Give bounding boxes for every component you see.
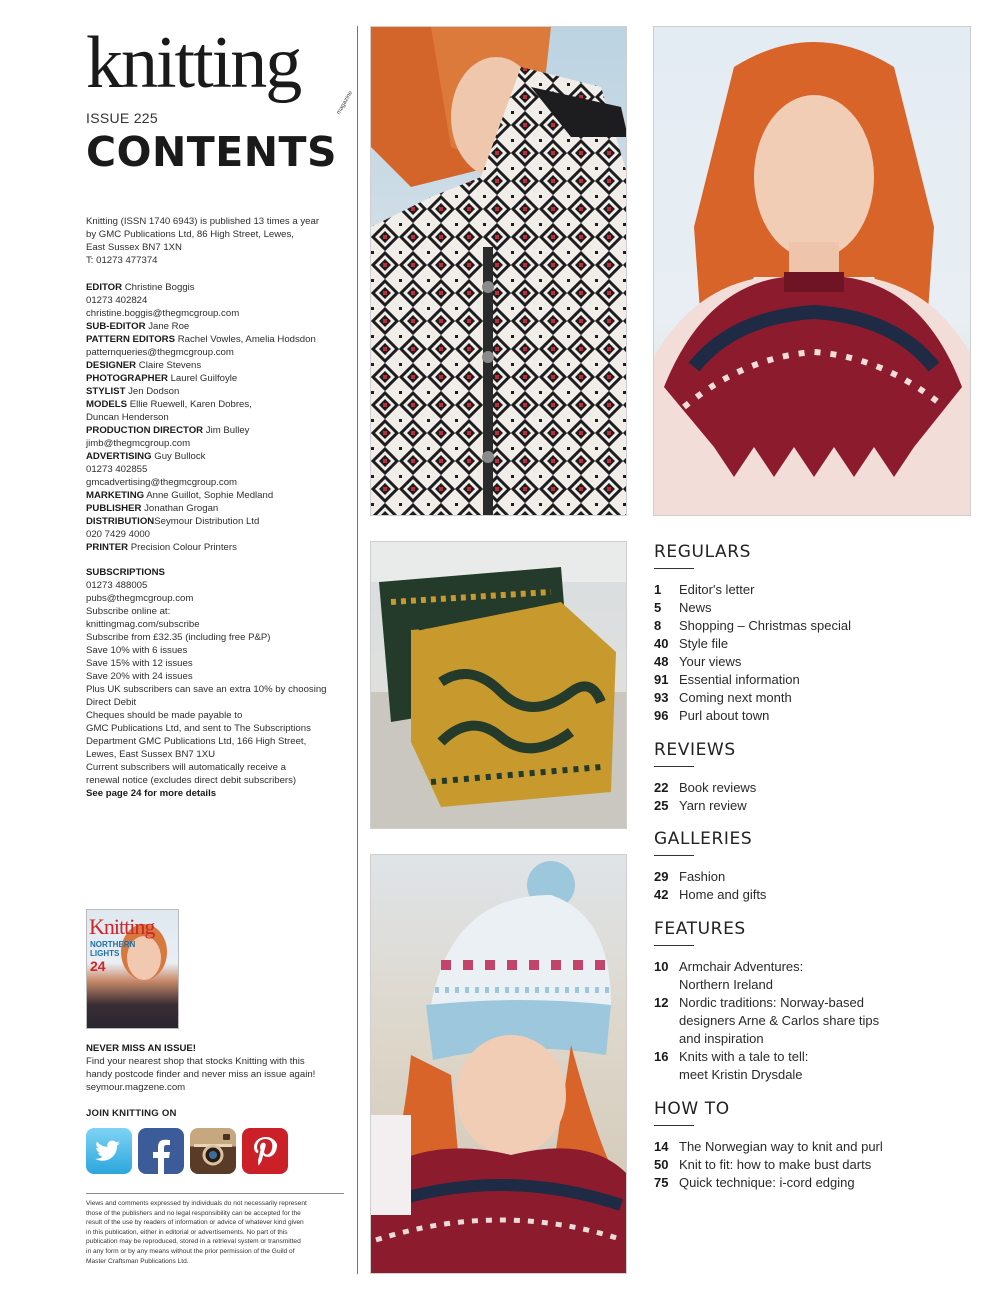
staff-role: PUBLISHER bbox=[86, 503, 142, 514]
toc-entry[interactable] bbox=[654, 868, 964, 886]
staff-role: DESIGNER bbox=[86, 360, 137, 371]
toc-section-regulars bbox=[654, 542, 964, 725]
subscriptions-line: Lewes, East Sussex BN7 1XU bbox=[86, 749, 216, 760]
staff-email[interactable]: christine.boggis@thegmcgroup.com bbox=[86, 308, 240, 319]
toc-page: 1 bbox=[654, 582, 662, 597]
staff-name: Guy Bullock bbox=[154, 451, 206, 462]
subscriptions bbox=[86, 566, 348, 800]
publisher-info-line: East Sussex BN7 1XN bbox=[86, 242, 182, 253]
disclaimer-divider bbox=[86, 1193, 344, 1194]
staff-row[interactable] bbox=[86, 476, 348, 489]
toc-section-how-to bbox=[654, 1099, 964, 1192]
toc-page: 5 bbox=[654, 600, 662, 615]
disclaimer-line: in this publication, either in editorial or advertisements. No part of this bbox=[86, 1228, 288, 1236]
staff-role: DISTRIBUTION bbox=[86, 516, 155, 527]
staff-role: PATTERN EDITORS bbox=[86, 334, 176, 345]
staff-list bbox=[86, 281, 348, 554]
publisher-info bbox=[86, 215, 348, 267]
subscriptions-line: Save 20% with 24 issues bbox=[86, 671, 193, 682]
photo-bobble-hat[interactable] bbox=[370, 854, 627, 1274]
staff-row bbox=[86, 528, 348, 541]
masthead-logo-mark: magazine bbox=[335, 90, 355, 116]
issue-number: ISSUE 225 bbox=[86, 110, 158, 126]
never-miss bbox=[86, 1042, 348, 1094]
staff-name: Christine Boggis bbox=[124, 282, 195, 293]
toc-page: 40 bbox=[654, 636, 669, 651]
section-heading: GALLERIES bbox=[654, 829, 753, 849]
staff-row bbox=[86, 385, 348, 398]
subscriptions-line: Direct Debit bbox=[86, 697, 137, 708]
section-heading: REVIEWS bbox=[654, 740, 736, 760]
staff-row bbox=[86, 541, 348, 554]
toc-title: Coming next month bbox=[679, 690, 792, 705]
section-heading: FEATURES bbox=[654, 919, 746, 939]
toc-entry[interactable] bbox=[654, 1138, 964, 1156]
toc-title: Yarn review bbox=[679, 798, 747, 813]
subscriptions-line: Save 15% with 12 issues bbox=[86, 658, 193, 669]
masthead bbox=[86, 22, 355, 176]
toc-entry[interactable] bbox=[654, 653, 964, 671]
toc-page: 93 bbox=[654, 690, 669, 705]
cover-headline-line: LIGHTS bbox=[90, 949, 120, 958]
toc-entry[interactable] bbox=[654, 599, 964, 617]
toc-page: 29 bbox=[654, 869, 669, 884]
staff-name: 01273 402824 bbox=[86, 295, 148, 306]
staff-name: Claire Stevens bbox=[138, 360, 202, 371]
toc-entry[interactable] bbox=[654, 635, 964, 653]
staff-name: Jonathan Grogan bbox=[144, 503, 219, 514]
toc-section-reviews bbox=[654, 740, 964, 815]
subscriptions-line: Cheques should be made payable to bbox=[86, 710, 243, 721]
column-divider bbox=[357, 26, 358, 1274]
never-miss-heading: NEVER MISS AN ISSUE! bbox=[86, 1043, 196, 1054]
toc-title: Purl about town bbox=[679, 708, 770, 723]
instagram-icon[interactable] bbox=[190, 1128, 236, 1174]
disclaimer bbox=[86, 1199, 348, 1266]
staff-role: PHOTOGRAPHER bbox=[86, 373, 168, 384]
cover-thumbnail[interactable] bbox=[86, 909, 179, 1029]
toc-page: 16 bbox=[654, 1049, 669, 1064]
staff-name: Jim Bulley bbox=[205, 425, 250, 436]
social-icons bbox=[86, 1128, 296, 1176]
toc-entry[interactable] bbox=[654, 994, 964, 1048]
subscriptions-more: See page 24 for more details bbox=[86, 788, 217, 799]
photo-fairisle-cardigan[interactable] bbox=[370, 26, 627, 516]
disclaimer-line: result of the use by readers of information or advice of whatever kind given bbox=[86, 1219, 304, 1227]
twitter-icon[interactable] bbox=[86, 1128, 132, 1174]
staff-row bbox=[86, 515, 348, 528]
disclaimer-line: Views and comments expressed by individuals do not necessarily represent bbox=[86, 1200, 307, 1207]
toc-entry[interactable] bbox=[654, 886, 964, 904]
staff-role: STYLIST bbox=[86, 386, 126, 397]
section-heading: REGULARS bbox=[654, 542, 752, 562]
subscriptions-line: renewal notice (excludes direct debit subscribers) bbox=[86, 775, 297, 786]
toc-title: Shopping – Christmas special bbox=[679, 618, 851, 633]
toc-title: Style file bbox=[679, 636, 729, 651]
never-miss-line: handy postcode finder and never miss an issue again! bbox=[86, 1069, 316, 1080]
toc-page: 12 bbox=[654, 995, 669, 1010]
never-miss-line: Find your nearest shop that stocks Knitting with this bbox=[86, 1056, 305, 1067]
staff-row bbox=[86, 333, 348, 346]
staff-name: Duncan Henderson bbox=[86, 412, 169, 423]
section-underline bbox=[654, 766, 694, 767]
staff-role: SUB-EDITOR bbox=[86, 321, 146, 332]
toc-section-features bbox=[654, 919, 964, 1084]
staff-row bbox=[86, 294, 348, 307]
staff-row bbox=[86, 450, 348, 463]
toc-section-galleries bbox=[654, 829, 964, 904]
staff-row bbox=[86, 398, 348, 411]
disclaimer-line: those of the publishers and no legal responsibility can be accepted for the bbox=[86, 1209, 301, 1217]
staff-name: Jane Roe bbox=[148, 321, 190, 332]
disclaimer-line: in any form or by any means without the prior permission of the Guild of bbox=[86, 1247, 295, 1255]
toc-entry[interactable] bbox=[654, 1174, 964, 1192]
section-underline bbox=[654, 855, 694, 856]
toc-page: 91 bbox=[654, 672, 669, 687]
section-underline bbox=[654, 568, 694, 569]
staff-name: Anne Guillot, Sophie Medland bbox=[146, 490, 274, 501]
toc-page: 42 bbox=[654, 887, 669, 902]
staff-row[interactable] bbox=[86, 307, 348, 320]
staff-row[interactable] bbox=[86, 437, 348, 450]
toc-title: Fashion bbox=[679, 869, 726, 884]
staff-role: PRINTER bbox=[86, 542, 129, 553]
subscriptions-email[interactable]: pubs@thegmcgroup.com bbox=[86, 593, 194, 604]
staff-row bbox=[86, 463, 348, 476]
toc-title: Armchair Adventures: Northern Ireland bbox=[679, 959, 804, 992]
facebook-icon[interactable] bbox=[138, 1128, 184, 1174]
pinterest-icon[interactable] bbox=[242, 1128, 288, 1174]
staff-email[interactable]: jimb@thegmcgroup.com bbox=[86, 438, 191, 449]
photo-yoke-sweater[interactable] bbox=[653, 26, 971, 516]
cover-headline bbox=[90, 940, 135, 958]
staff-row bbox=[86, 359, 348, 372]
toc-entry[interactable] bbox=[654, 671, 964, 689]
join-heading: JOIN KNITTING ON bbox=[86, 1108, 177, 1119]
subscriptions-heading: SUBSCRIPTIONS bbox=[86, 567, 165, 578]
toc-entry[interactable] bbox=[654, 617, 964, 635]
staff-row bbox=[86, 424, 348, 437]
publisher-info-line: Knitting (ISSN 1740 6943) is published 13 times a year bbox=[86, 216, 320, 227]
cover-logo: Knitting bbox=[89, 914, 155, 939]
staff-name: 020 7429 4000 bbox=[86, 529, 151, 540]
toc-page: 22 bbox=[654, 780, 669, 795]
subscriptions-line: Current subscribers will automatically receive a bbox=[86, 762, 286, 773]
toc-title: Home and gifts bbox=[679, 887, 767, 902]
subscriptions-line: Plus UK subscribers can save an extra 10% by choosing bbox=[86, 684, 327, 695]
staff-row bbox=[86, 320, 348, 333]
masthead-logo-text: knitting bbox=[86, 22, 301, 104]
staff-name: Rachel Vowles, Amelia Hodsdon bbox=[177, 334, 316, 345]
toc-title: The Norwegian way to knit and purl bbox=[679, 1139, 883, 1154]
toc-title: Your views bbox=[679, 654, 742, 669]
staff-role: EDITOR bbox=[86, 282, 123, 293]
toc-page: 10 bbox=[654, 959, 669, 974]
toc-title: Quick technique: i-cord edging bbox=[679, 1175, 855, 1190]
staff-email[interactable]: patternqueries@thegmcgroup.com bbox=[86, 347, 234, 358]
toc-page: 50 bbox=[654, 1157, 669, 1172]
staff-role: ADVERTISING bbox=[86, 451, 152, 462]
section-underline bbox=[654, 1125, 694, 1126]
staff-row[interactable] bbox=[86, 346, 348, 359]
section-underline bbox=[654, 945, 694, 946]
toc-entry[interactable] bbox=[654, 1156, 964, 1174]
staff-row bbox=[86, 411, 348, 424]
subscriptions-line: Subscribe from £32.35 (including free P&P) bbox=[86, 632, 271, 643]
staff-row bbox=[86, 502, 348, 515]
disclaimer-line: Master Craftsman Publications Ltd. bbox=[86, 1257, 189, 1265]
staff-name: Ellie Ruewell, Karen Dobres, bbox=[129, 399, 252, 410]
toc-title: News bbox=[679, 600, 712, 615]
subscriptions-line: Subscribe online at: bbox=[86, 606, 171, 617]
staff-role: MODELS bbox=[86, 399, 128, 410]
disclaimer-line: publication may be reproduced, stored in a retrieval system or transmitted bbox=[86, 1238, 301, 1246]
toc-page: 25 bbox=[654, 798, 669, 813]
publisher-info-line: by GMC Publications Ltd, 86 High Street, Lewes, bbox=[86, 229, 294, 240]
toc-page: 75 bbox=[654, 1175, 669, 1190]
toc-title: Knit to fit: how to make bust darts bbox=[679, 1157, 872, 1172]
toc-page: 8 bbox=[654, 618, 662, 633]
staff-name: Jen Dodson bbox=[128, 386, 180, 397]
toc-page: 14 bbox=[654, 1139, 669, 1154]
page-title: CONTENTS bbox=[86, 128, 338, 176]
cover-headline-line: NORTHERN bbox=[90, 940, 136, 949]
toc-page: 96 bbox=[654, 708, 669, 723]
staff-name: 01273 402855 bbox=[86, 464, 148, 475]
toc-page: 48 bbox=[654, 654, 669, 669]
toc-title: Editor's letter bbox=[679, 582, 755, 597]
photo-cushions[interactable] bbox=[370, 541, 627, 829]
masthead-logo[interactable] bbox=[86, 22, 355, 116]
staff-name: Seymour Distribution Ltd bbox=[154, 516, 260, 527]
staff-name: Laurel Guilfoyle bbox=[170, 373, 238, 384]
toc-entry[interactable] bbox=[654, 779, 964, 797]
toc-title: Knits with a tale to tell: meet Kristin Drysdale bbox=[679, 1049, 809, 1082]
never-miss-link[interactable]: seymour.magzene.com bbox=[86, 1082, 186, 1093]
staff-row bbox=[86, 281, 348, 294]
toc-title: Nordic traditions: Norway-based designers Arne & Carlos share tips and inspiration bbox=[679, 995, 880, 1046]
toc-title: Book reviews bbox=[679, 780, 757, 795]
cover-number: 24 bbox=[90, 958, 106, 974]
subscriptions-line: Department GMC Publications Ltd, 166 High Street, bbox=[86, 736, 307, 747]
toc-title: Essential information bbox=[679, 672, 800, 687]
staff-row bbox=[86, 372, 348, 385]
subscriptions-link[interactable]: knittingmag.com/subscribe bbox=[86, 619, 200, 630]
staff-role: MARKETING bbox=[86, 490, 145, 501]
toc-entry[interactable] bbox=[654, 707, 964, 725]
toc-entry[interactable] bbox=[654, 797, 964, 815]
subscriptions-line: Save 10% with 6 issues bbox=[86, 645, 188, 656]
subscriptions-line: GMC Publications Ltd, and sent to The Subscriptions bbox=[86, 723, 311, 734]
section-heading: HOW TO bbox=[654, 1099, 730, 1119]
toc-entry[interactable] bbox=[654, 581, 964, 599]
staff-name: Precision Colour Printers bbox=[130, 542, 237, 553]
subscriptions-line: 01273 488005 bbox=[86, 580, 148, 591]
staff-role: PRODUCTION DIRECTOR bbox=[86, 425, 204, 436]
toc-entry[interactable] bbox=[654, 689, 964, 707]
toc-entry[interactable] bbox=[654, 1048, 964, 1084]
publisher-info-line: T: 01273 477374 bbox=[86, 255, 158, 266]
staff-email[interactable]: gmcadvertising@thegmcgroup.com bbox=[86, 477, 238, 488]
toc-entry[interactable] bbox=[654, 958, 964, 994]
staff-row bbox=[86, 489, 348, 502]
